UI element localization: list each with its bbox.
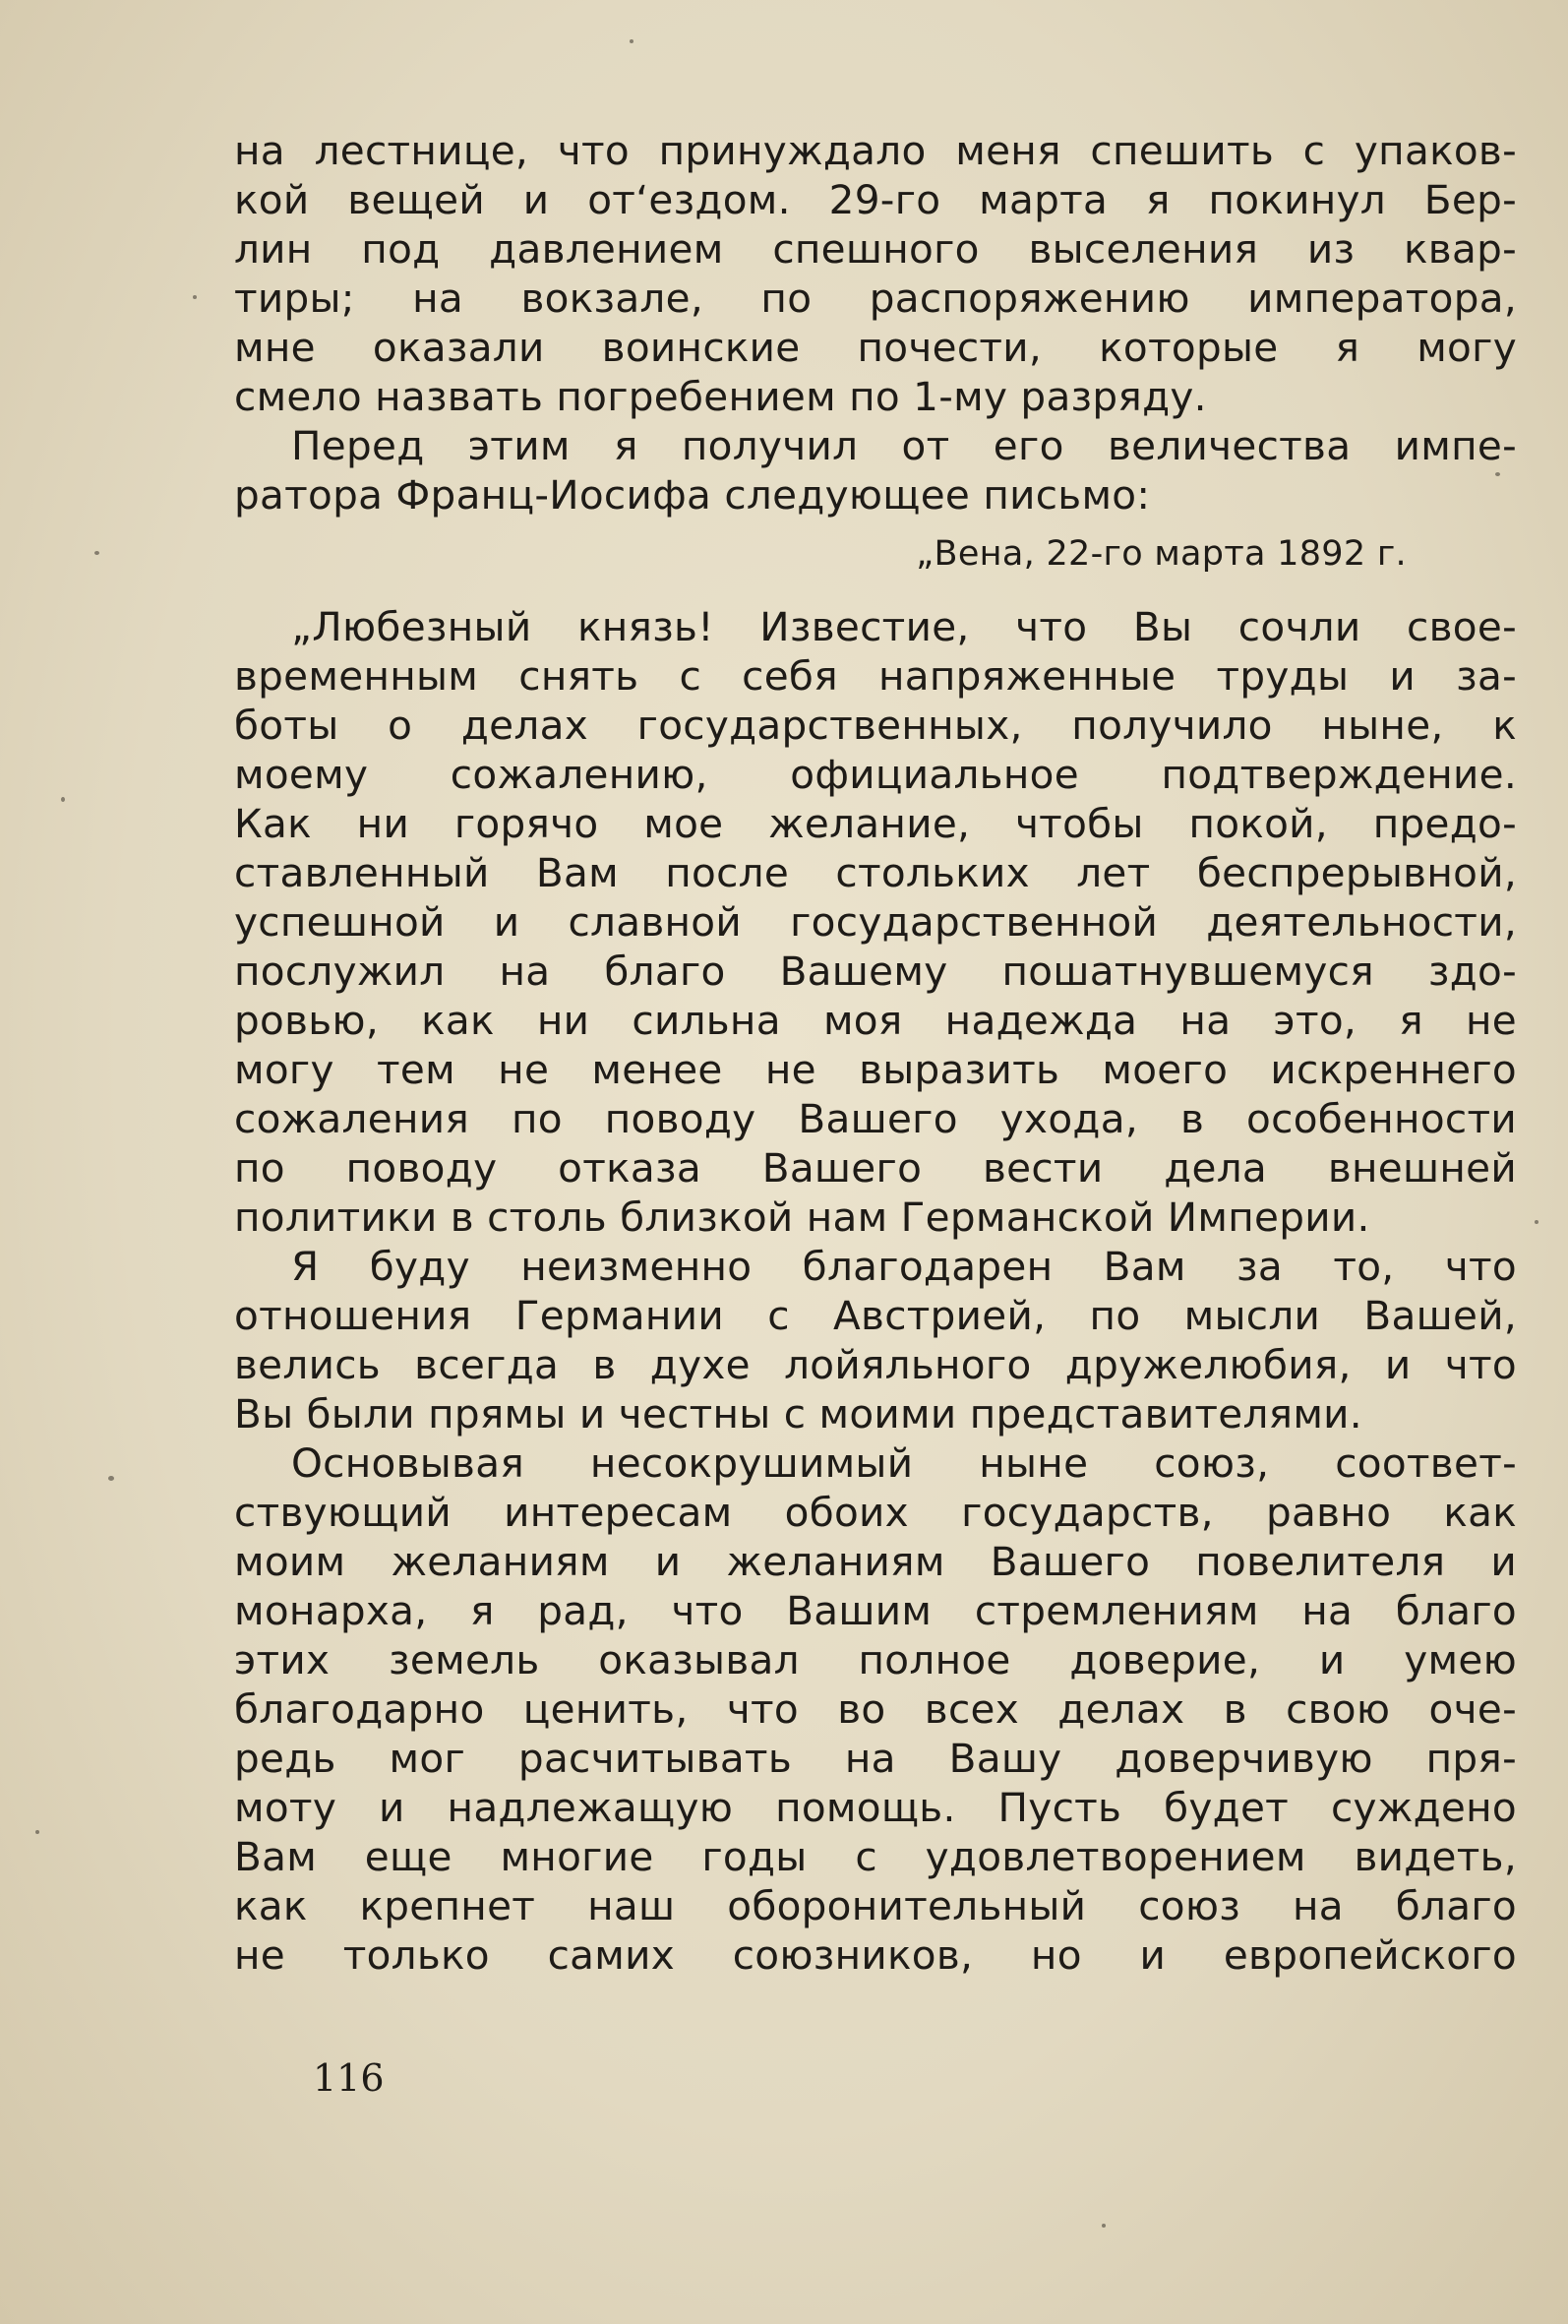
text-line: монарха, я рад, что Вашим стремлениям на благо [234, 1587, 1517, 1634]
text-line: моту и надлежащую помощь. Пусть будет суждено [234, 1784, 1517, 1831]
text-line: ровью, как ни сильна моя надежда на это, я не [234, 997, 1517, 1044]
paper-speck [1535, 1220, 1538, 1224]
text-line: ствующий интересам обоих государств, равно как [234, 1489, 1517, 1536]
text-line: этих земель оказывал полное доверие, и умею [234, 1636, 1517, 1683]
text-line: как крепнет наш оборонительный союз на благо [234, 1882, 1517, 1929]
text-line: мне оказали воинские почести, которые я могу [234, 324, 1517, 371]
text-line: Вы были прямы и честны с моими представителями. [234, 1390, 1362, 1437]
paper-speck [35, 1830, 39, 1834]
text-line: велись всегда в духе лойяльного дружелюбия, и что [234, 1341, 1517, 1388]
text-line: послужил на благо Вашему пошатнувшемуся здо- [234, 948, 1517, 995]
text-line: боты о делах государственных, получило ныне, к [234, 702, 1517, 749]
text-line: Как ни горячо мое желание, чтобы покой, предо- [234, 800, 1517, 847]
text-line: Основывая несокрушимый ныне союз, соответ- [291, 1439, 1517, 1487]
text-line: смело назвать погребением по 1-му разряду. [234, 373, 1207, 420]
page-number: 116 [313, 2056, 385, 2100]
page-text [234, 126, 1517, 1980]
text-line: отношения Германии с Австрией, по мысли Вашей, [234, 1292, 1517, 1339]
paper-speck [193, 295, 197, 299]
text-line: политики в столь близкой нам Германской Империи. [234, 1193, 1370, 1241]
text-line: моему сожалению, официальное подтверждение. [234, 751, 1517, 798]
text-line: кой вещей и от‘ездом. 29-го марта я покинул Бер- [234, 176, 1517, 223]
text-line: ратора Франц-Иосифа следующее письмо: [234, 471, 1151, 519]
paper-speck [108, 1476, 114, 1481]
text-line: по поводу отказа Вашего вести дела внешней [234, 1144, 1517, 1192]
text-line: Перед этим я получил от его величества импе- [291, 422, 1517, 469]
text-line: Я буду неизменно благодарен Вам за то, что [291, 1243, 1517, 1290]
letter-date: „Вена, 22-го марта 1892 г. [916, 534, 1407, 574]
text-line: временным снять с себя напряженные труды и за- [234, 652, 1517, 700]
text-line: лин под давлением спешного выселения из квар- [234, 225, 1517, 273]
paper-speck [61, 797, 65, 802]
paper-speck [630, 39, 633, 43]
text-line: ставленный Вам после стольких лет беспрерывной, [234, 849, 1517, 896]
text-line: „Любезный князь! Известие, что Вы сочли свое- [291, 603, 1517, 650]
text-line: сожаления по поводу Вашего ухода, в особенности [234, 1095, 1517, 1142]
text-line: не только самих союзников, но и европейского [234, 1931, 1517, 1979]
paragraph-gap [234, 588, 1517, 602]
text-line: благодарно ценить, что во всех делах в свою оче- [234, 1685, 1517, 1733]
paper-speck [1495, 472, 1500, 476]
text-line: на лестнице, что принуждало меня спешить с упаков- [234, 127, 1517, 174]
text-line: тиры; на вокзале, по распоряжению императора, [234, 275, 1517, 322]
text-line: моим желаниям и желаниям Вашего повелителя и [234, 1538, 1517, 1585]
text-line: Вам еще многие годы с удовлетворением видеть, [234, 1833, 1517, 1880]
paper-speck [1102, 2224, 1106, 2228]
paper-speck [94, 551, 99, 555]
text-line: могу тем не менее не выразить моего искреннего [234, 1046, 1517, 1093]
text-line: редь мог расчитывать на Вашу доверчивую пря- [234, 1735, 1517, 1782]
text-line: успешной и славной государственной деятельности, [234, 898, 1517, 946]
